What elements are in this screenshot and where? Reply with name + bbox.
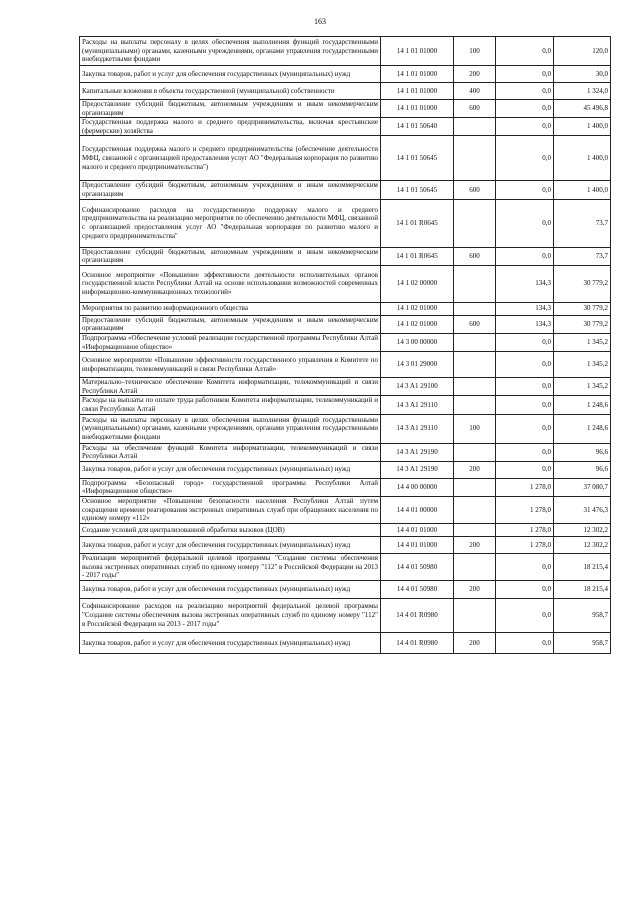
table-row [80, 378, 611, 396]
budget-classification-code: 14 3 00 00000 [381, 333, 454, 351]
line-item-name: Предоставление субсидий бюджетным, автономным учреждениям и иным некоммерческим организациям [80, 315, 381, 333]
amount-column-1: 134,3 [496, 315, 554, 333]
amount-column-1: 0,0 [496, 199, 554, 247]
budget-classification-code: 14 1 01 R0645 [381, 247, 454, 265]
expenditure-type-code: 100 [454, 37, 496, 66]
amount-column-2: 12 302,2 [554, 523, 611, 536]
amount-column-1: 0,0 [496, 461, 554, 478]
budget-classification-code: 14 4 01 50980 [381, 553, 454, 580]
expenditure-type-code: 600 [454, 247, 496, 265]
amount-column-2: 12 302,2 [554, 536, 611, 553]
table-row [80, 181, 611, 199]
amount-column-2: 18 215,4 [554, 553, 611, 580]
amount-column-2: 30 779,2 [554, 302, 611, 315]
amount-column-1: 0,0 [496, 396, 554, 414]
budget-classification-code: 14 3 A1 29110 [381, 414, 454, 443]
line-item-name: Основное мероприятие «Повышение безопасности населения Республики Алтай путем сокращения времени реагирования экстренных оперативных служб при обращениях населения по единому номеру «112» [80, 496, 381, 523]
budget-classification-code: 14 1 02 01000 [381, 302, 454, 315]
expenditure-type-code [454, 199, 496, 247]
table-row [80, 136, 611, 181]
amount-column-2: 1 248,6 [554, 396, 611, 414]
amount-column-2: 1 248,6 [554, 414, 611, 443]
table-row [80, 315, 611, 333]
amount-column-2: 1 345,2 [554, 352, 611, 378]
budget-classification-code: 14 4 00 00000 [381, 478, 454, 496]
budget-classification-code: 14 4 01 01000 [381, 523, 454, 536]
table-row [80, 265, 611, 302]
table-row [80, 632, 611, 653]
table-row [80, 100, 611, 118]
expenditure-type-code: 200 [454, 461, 496, 478]
budget-classification-code: 14 4 01 R0980 [381, 598, 454, 632]
line-item-name: Подпрограмма «Безопасный город» государственной программы Республики Алтай «Информационное общество» [80, 478, 381, 496]
table-row [80, 478, 611, 496]
table-row [80, 66, 611, 83]
table-row [80, 333, 611, 351]
amount-column-1: 1 278,0 [496, 496, 554, 523]
amount-column-1: 0,0 [496, 66, 554, 83]
amount-column-2: 958,7 [554, 598, 611, 632]
budget-classification-code: 14 3 A1 29190 [381, 461, 454, 478]
expenditure-type-code [454, 598, 496, 632]
expenditure-type-code: 100 [454, 414, 496, 443]
table-row [80, 443, 611, 461]
amount-column-1: 134,3 [496, 265, 554, 302]
table-row [80, 580, 611, 598]
amount-column-1: 1 278,0 [496, 523, 554, 536]
line-item-name: Закупка товаров, работ и услуг для обеспечения государственных (муниципальных) нужд [80, 580, 381, 598]
table-row [80, 247, 611, 265]
amount-column-2: 73,7 [554, 199, 611, 247]
expenditure-type-code [454, 352, 496, 378]
amount-column-1: 0,0 [496, 632, 554, 653]
expenditure-type-code: 600 [454, 100, 496, 118]
line-item-name: Закупка товаров, работ и услуг для обеспечения государственных (муниципальных) нужд [80, 66, 381, 83]
expenditure-type-code [454, 523, 496, 536]
line-item-name: Расходы на выплаты персоналу в целях обеспечения выполнения функций государственными (муниципальными) органами, казенными учреждениями, органами управления государственными внебюджетными фондами [80, 414, 381, 443]
line-item-name: Реализация мероприятий федеральной целевой программы "Создание системы обеспечения вызова экстренных оперативных служб по единому номеру "112" в Российской Федерации на 2013 - 2017 годы" [80, 553, 381, 580]
amount-column-1: 0,0 [496, 443, 554, 461]
expenditure-type-code [454, 443, 496, 461]
line-item-name: Софинансирование расходов на государственную поддержку малого и среднего предпринимательства на реализацию мероприятия по обеспечению деятельности МФЦ, связанной с организацией предоставления услуг АО "Федеральная корпорация по развитию малого и среднего предпринимательства" [80, 199, 381, 247]
expenditure-type-code: 200 [454, 536, 496, 553]
amount-column-1: 0,0 [496, 37, 554, 66]
budget-table-body [80, 37, 611, 654]
expenditure-type-code: 200 [454, 580, 496, 598]
line-item-name: Расходы на обеспечение функций Комитета информатизации, телекоммуникаций и связи Республики Алтай [80, 443, 381, 461]
line-item-name: Расходы на выплаты по оплате труда работников Комитета информатизации, телекоммуникаций и связи Республики Алтай [80, 396, 381, 414]
amount-column-1: 0,0 [496, 352, 554, 378]
expenditure-type-code [454, 478, 496, 496]
line-item-name: Капитальные вложения в объекты государственной (муниципальной) собственности [80, 83, 381, 100]
budget-table [79, 36, 611, 654]
expenditure-type-code: 600 [454, 181, 496, 199]
amount-column-2: 73,7 [554, 247, 611, 265]
table-row [80, 553, 611, 580]
amount-column-1: 0,0 [496, 378, 554, 396]
table-row [80, 496, 611, 523]
budget-classification-code: 14 3 01 29000 [381, 352, 454, 378]
line-item-name: Материально–техническое обеспечение Комитета информатизации, телекоммуникаций и связи Республики Алтай [80, 378, 381, 396]
amount-column-2: 30 779,2 [554, 265, 611, 302]
expenditure-type-code [454, 553, 496, 580]
expenditure-type-code [454, 496, 496, 523]
amount-column-1: 0,0 [496, 118, 554, 136]
line-item-name: Предоставление субсидий бюджетным, автономным учреждениям и иным некоммерческим организациям [80, 247, 381, 265]
expenditure-type-code: 400 [454, 83, 496, 100]
expenditure-type-code [454, 396, 496, 414]
amount-column-2: 1 400,0 [554, 118, 611, 136]
budget-classification-code: 14 3 A1 29100 [381, 378, 454, 396]
amount-column-2: 30,0 [554, 66, 611, 83]
budget-classification-code: 14 1 01 50645 [381, 181, 454, 199]
amount-column-2: 37 080,7 [554, 478, 611, 496]
line-item-name: Подпрограмма «Обеспечение условий реализации государственной программы Республики Алтай «Информационное общество» [80, 333, 381, 351]
amount-column-1: 0,0 [496, 333, 554, 351]
amount-column-1: 0,0 [496, 598, 554, 632]
amount-column-2: 30 779,2 [554, 315, 611, 333]
amount-column-2: 96,6 [554, 461, 611, 478]
amount-column-1: 0,0 [496, 553, 554, 580]
expenditure-type-code [454, 378, 496, 396]
table-row [80, 396, 611, 414]
expenditure-type-code: 600 [454, 315, 496, 333]
page-number: 163 [314, 17, 326, 26]
line-item-name: Расходы на выплаты персоналу в целях обеспечения выполнения функций государственными (муниципальными) органами, казенными учреждениями, органами управления государственными внебюджетными фондами [80, 37, 381, 66]
amount-column-1: 0,0 [496, 247, 554, 265]
amount-column-2: 45 496,8 [554, 100, 611, 118]
expenditure-type-code [454, 265, 496, 302]
table-row [80, 37, 611, 66]
budget-classification-code: 14 1 01 R0645 [381, 199, 454, 247]
table-row [80, 302, 611, 315]
amount-column-1: 0,0 [496, 83, 554, 100]
line-item-name: Мероприятия по развитию информационного общества [80, 302, 381, 315]
budget-classification-code: 14 1 01 50640 [381, 118, 454, 136]
amount-column-1: 0,0 [496, 100, 554, 118]
table-row [80, 536, 611, 553]
budget-classification-code: 14 1 01 01000 [381, 66, 454, 83]
line-item-name: Государственная поддержка малого и среднего предпринимательства (обеспечение деятельности МФЦ, связанной с организацией предоставления услуг АО "Федеральная корпорация по развитию малого и среднего предпринимательства") [80, 136, 381, 181]
line-item-name: Закупка товаров, работ и услуг для обеспечения государственных (муниципальных) нужд [80, 461, 381, 478]
amount-column-2: 31 476,3 [554, 496, 611, 523]
budget-classification-code: 14 1 01 01000 [381, 100, 454, 118]
budget-classification-code: 14 4 01 R0980 [381, 632, 454, 653]
amount-column-2: 120,0 [554, 37, 611, 66]
expenditure-type-code [454, 333, 496, 351]
line-item-name: Государственная поддержка малого и среднего предпринимательства, включая крестьянские (фермерские) хозяйства [80, 118, 381, 136]
amount-column-2: 96,6 [554, 443, 611, 461]
budget-classification-code: 14 1 02 01000 [381, 315, 454, 333]
line-item-name: Основное мероприятие «Повышение эффективности государственного управления в Комитете по информатизации, телекоммуникаций и связи Республики Алтай» [80, 352, 381, 378]
table-row [80, 118, 611, 136]
line-item-name: Создание условий для централизованной обработки вызовов (ЦОВ) [80, 523, 381, 536]
line-item-name: Предоставление субсидий бюджетным, автономным учреждениям и иным некоммерческим организациям [80, 181, 381, 199]
table-row [80, 523, 611, 536]
table-row [80, 199, 611, 247]
budget-classification-code: 14 4 01 00000 [381, 496, 454, 523]
budget-classification-code: 14 1 01 01000 [381, 37, 454, 66]
budget-classification-code: 14 4 01 50980 [381, 580, 454, 598]
budget-classification-code: 14 1 01 01000 [381, 83, 454, 100]
line-item-name: Закупка товаров, работ и услуг для обеспечения государственных (муниципальных) нужд [80, 536, 381, 553]
table-row [80, 598, 611, 632]
amount-column-2: 1 400,0 [554, 136, 611, 181]
amount-column-2: 1 345,2 [554, 378, 611, 396]
amount-column-1: 0,0 [496, 181, 554, 199]
amount-column-1: 1 278,0 [496, 478, 554, 496]
amount-column-1: 1 278,0 [496, 536, 554, 553]
budget-classification-code: 14 4 01 01000 [381, 536, 454, 553]
budget-classification-code: 14 3 A1 29190 [381, 443, 454, 461]
table-row [80, 414, 611, 443]
expenditure-type-code [454, 118, 496, 136]
amount-column-2: 1 345,2 [554, 333, 611, 351]
amount-column-1: 0,0 [496, 580, 554, 598]
table-row [80, 461, 611, 478]
table-row [80, 83, 611, 100]
amount-column-2: 1 400,0 [554, 181, 611, 199]
amount-column-2: 18 215,4 [554, 580, 611, 598]
amount-column-2: 958,7 [554, 632, 611, 653]
amount-column-2: 1 324,0 [554, 83, 611, 100]
amount-column-1: 0,0 [496, 414, 554, 443]
expenditure-type-code: 200 [454, 66, 496, 83]
line-item-name: Основное мероприятие «Повышение эффективности деятельности исполнительных органов государственной власти Республики Алтай на основе использования возможностей современных информационно-коммуникационных технологий» [80, 265, 381, 302]
line-item-name: Предоставление субсидий бюджетным, автономным учреждениям и иным некоммерческим организациям [80, 100, 381, 118]
expenditure-type-code [454, 136, 496, 181]
expenditure-type-code: 200 [454, 632, 496, 653]
table-row [80, 352, 611, 378]
amount-column-1: 134,3 [496, 302, 554, 315]
expenditure-type-code [454, 302, 496, 315]
line-item-name: Софинансирование расходов на реализацию мероприятий федеральной целевой программы "Создание системы обеспечения вызова экстренных оперативных служб по единому номеру "112" в Российской Федерации на 2013 - 2017 годы" [80, 598, 381, 632]
amount-column-1: 0,0 [496, 136, 554, 181]
budget-classification-code: 14 3 A1 29110 [381, 396, 454, 414]
budget-classification-code: 14 1 02 00000 [381, 265, 454, 302]
budget-classification-code: 14 1 01 50645 [381, 136, 454, 181]
line-item-name: Закупка товаров, работ и услуг для обеспечения государственных (муниципальных) нужд [80, 632, 381, 653]
